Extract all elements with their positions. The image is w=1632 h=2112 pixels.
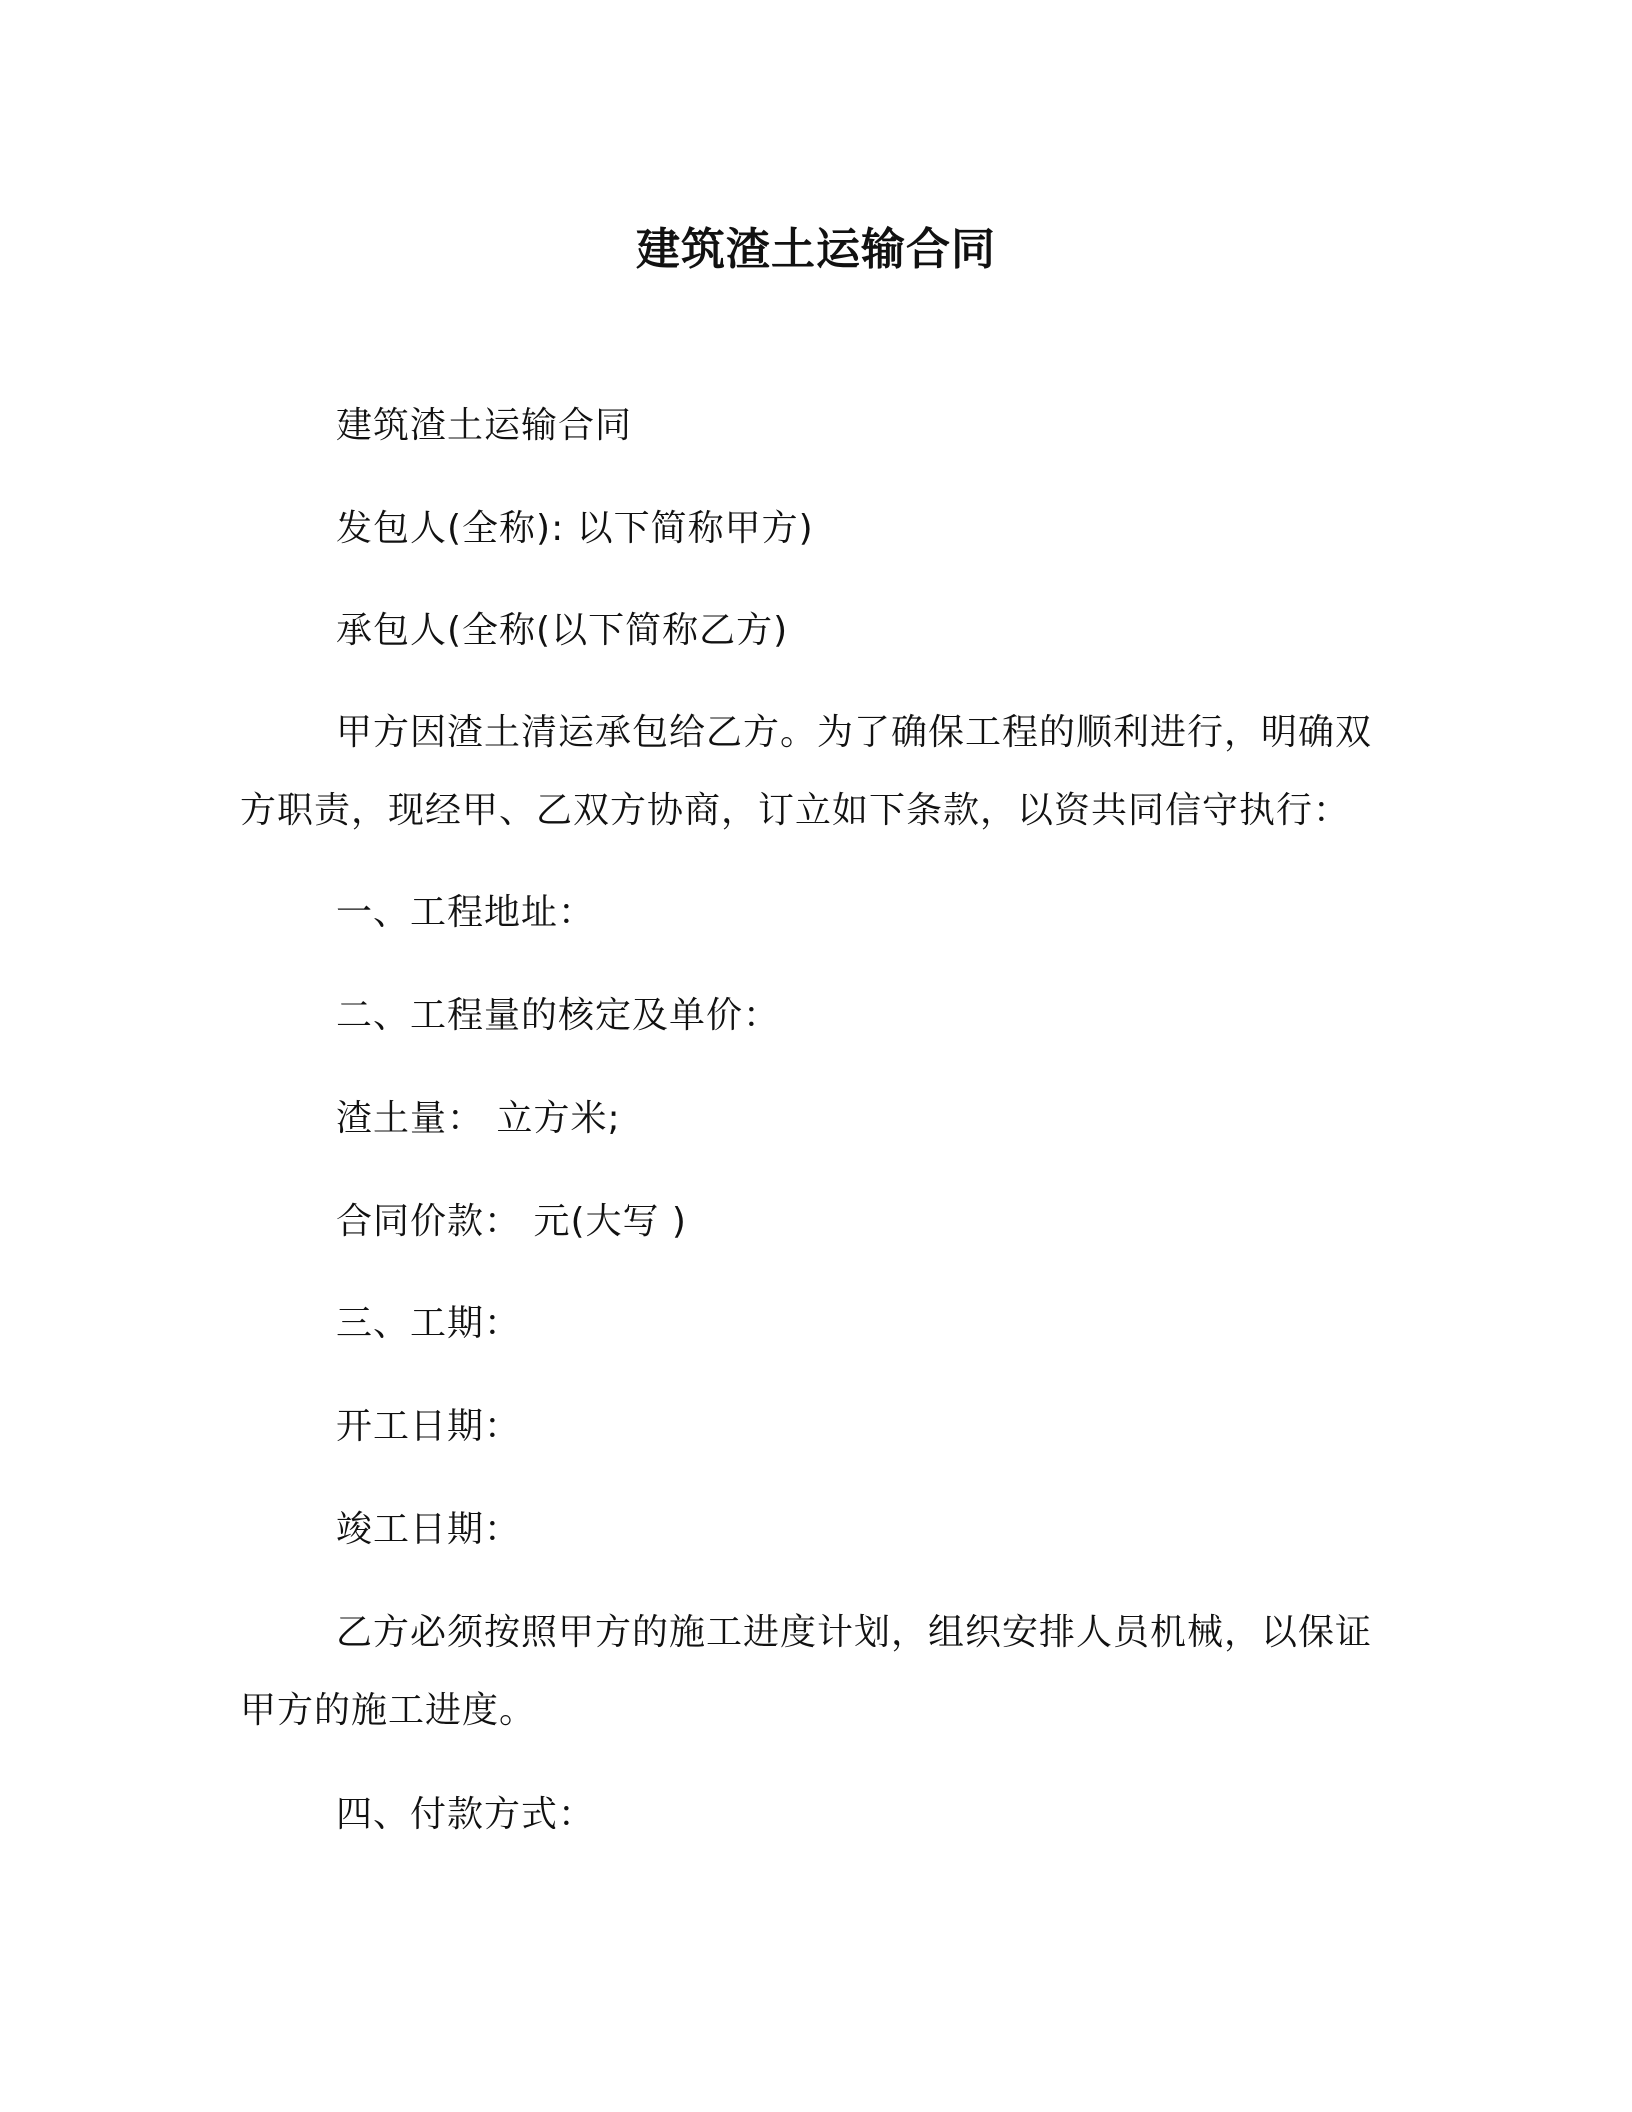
paragraph-schedule: 乙方必须按照甲方的施工进度计划，组织安排人员机械，以保证甲方的施工进度。 <box>240 1612 1373 1731</box>
paragraph-start-date: 开工日期： <box>336 1406 522 1447</box>
document-title: 建筑渣土运输合同 <box>636 224 996 275</box>
section-3-heading: 三、工期： <box>336 1303 522 1344</box>
section-4-heading: 四、付款方式： <box>336 1794 596 1835</box>
paragraph-volume: 渣土量： 立方米; <box>336 1098 621 1139</box>
paragraph-completion-date: 竣工日期： <box>336 1509 522 1550</box>
paragraph-contractor: 承包人(全称(以下简称乙方) <box>336 610 789 651</box>
paragraph-subtitle: 建筑渣土运输合同 <box>336 405 633 446</box>
section-2-heading: 二、工程量的核定及单价： <box>336 995 781 1036</box>
paragraph-price: 合同价款： 元(大写 ) <box>336 1201 687 1242</box>
paragraph-employer: 发包人(全称): 以下简称甲方) <box>336 508 814 549</box>
paragraph-preamble: 甲方因渣土清运承包给乙方。为了确保工程的顺利进行，明确双方职责，现经甲、乙双方协商，订立如下条款，以资共同信守执行： <box>240 712 1373 831</box>
section-1-heading: 一、工程地址： <box>336 892 596 933</box>
